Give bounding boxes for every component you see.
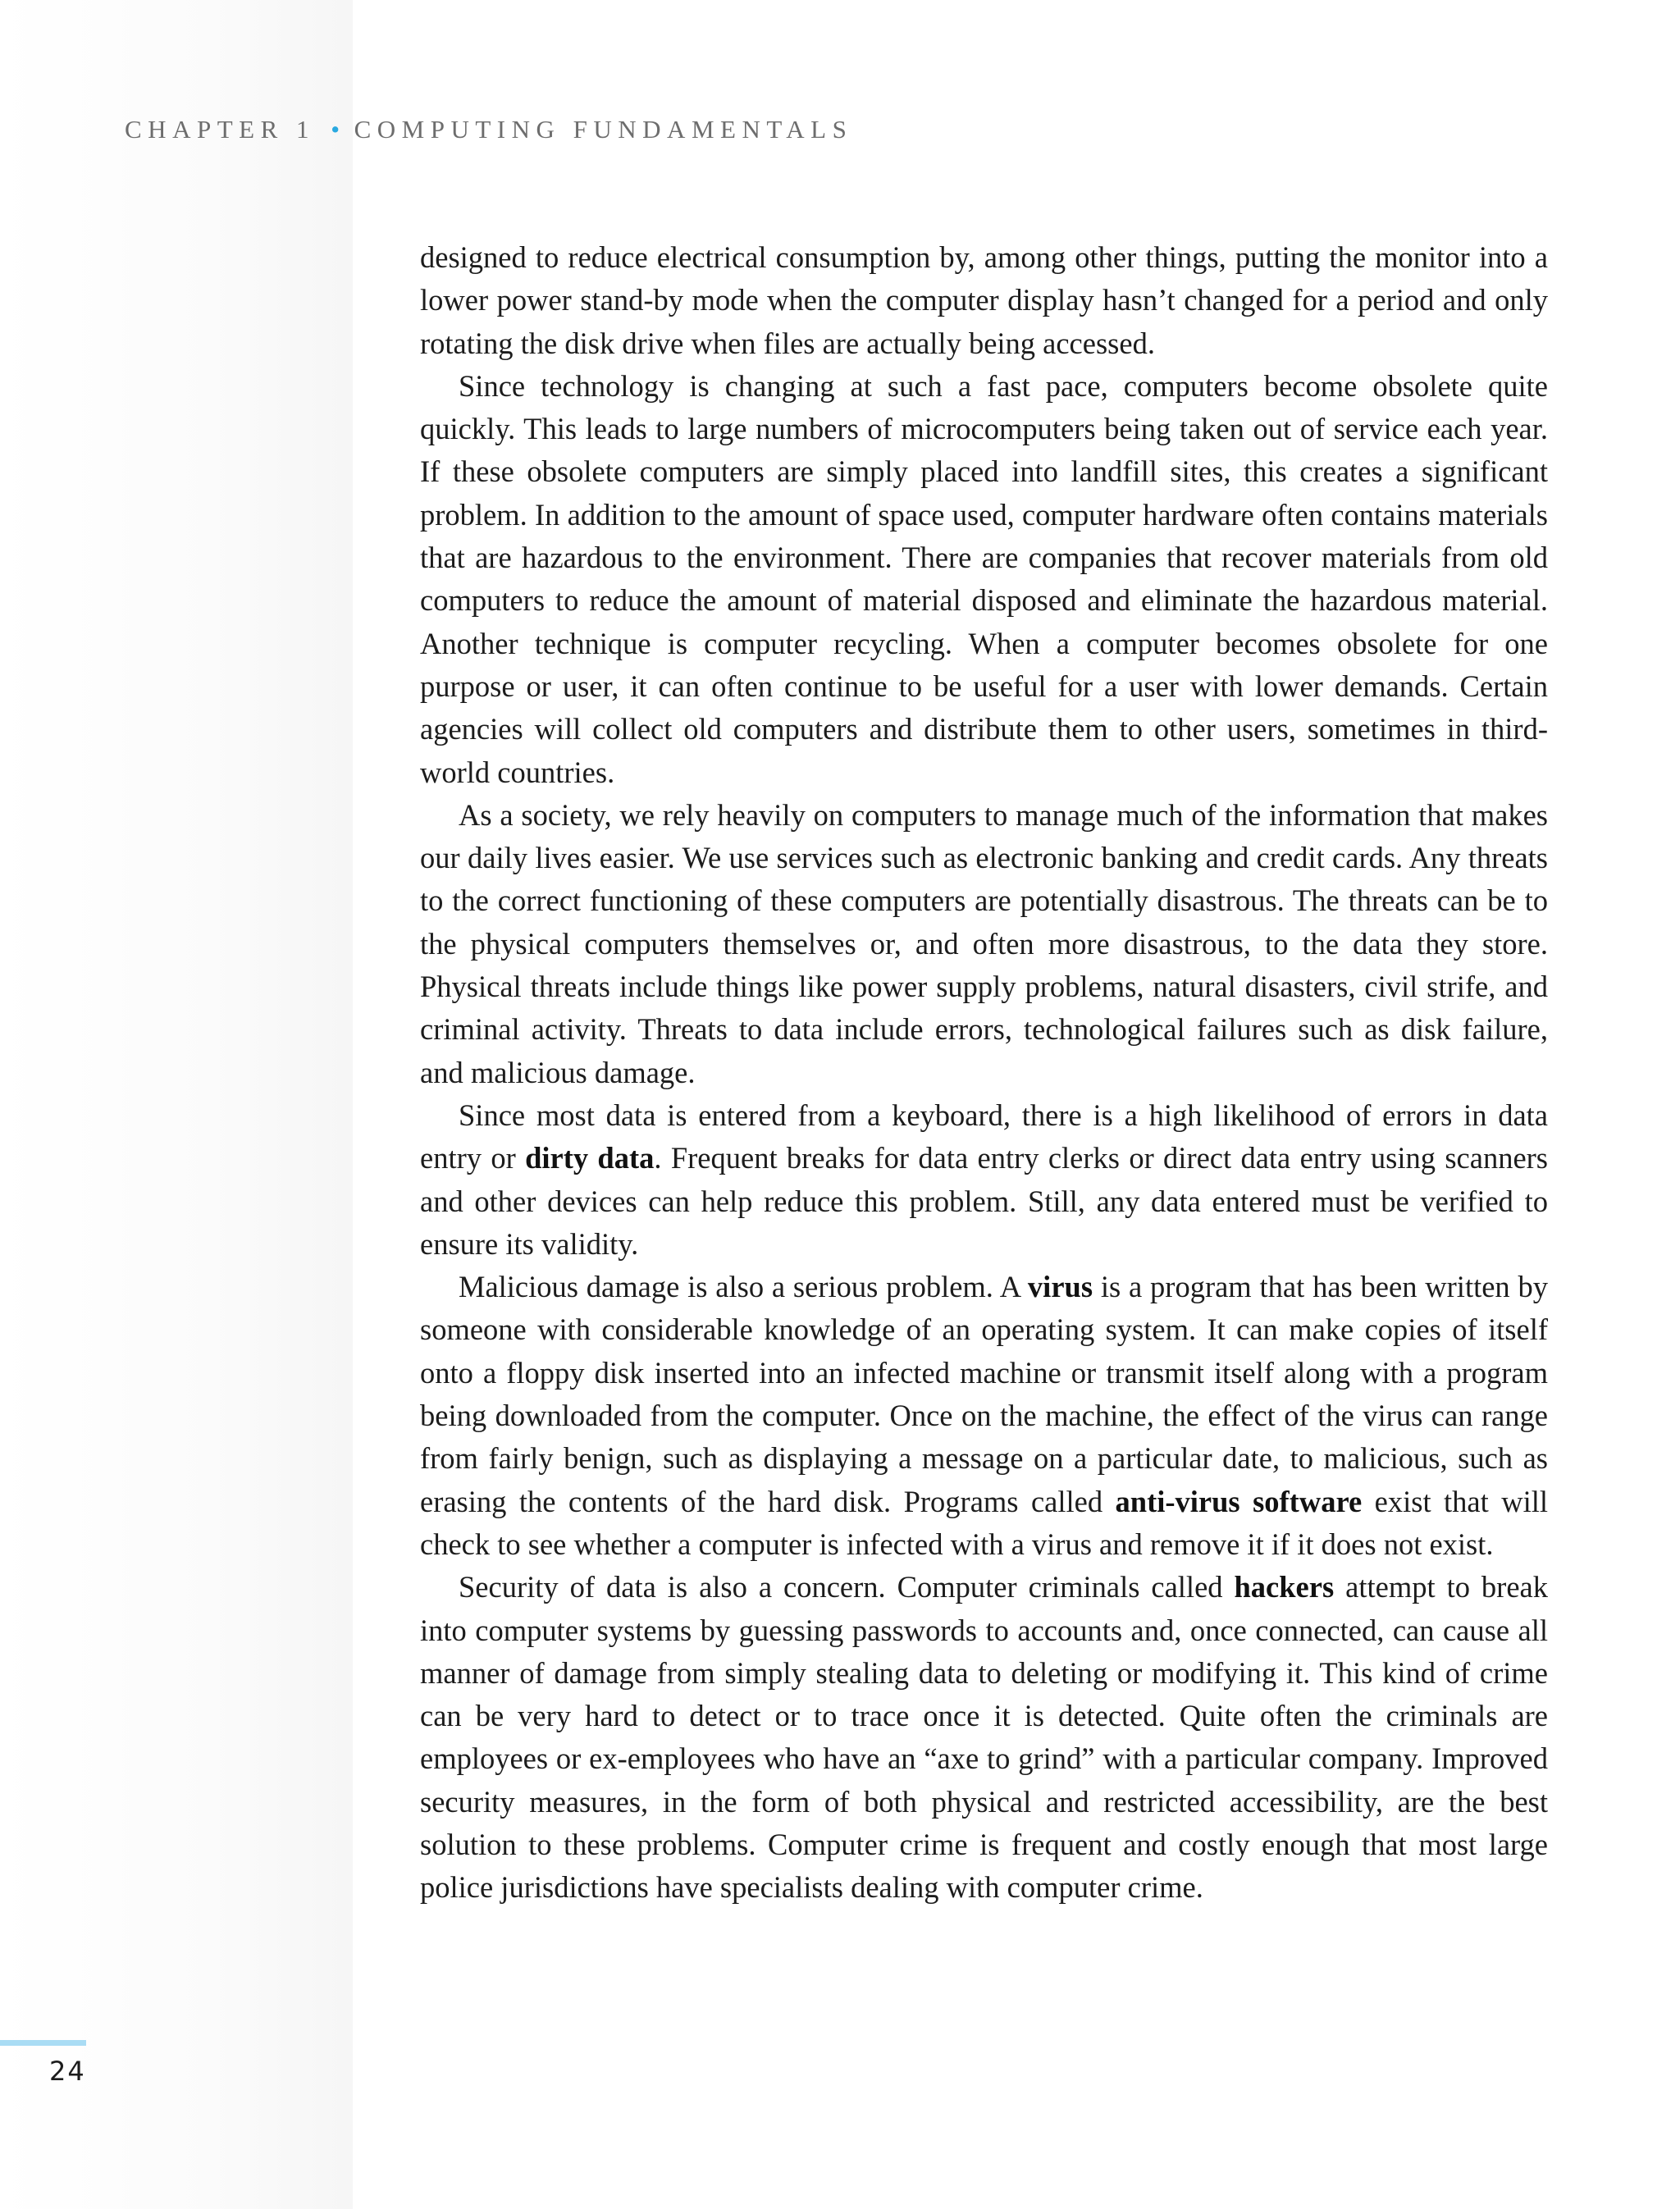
chapter-label: CHAPTER 1 [125, 115, 315, 144]
key-term: dirty data [525, 1141, 655, 1175]
margin-panel [0, 0, 353, 2209]
paragraph [420, 365, 1548, 794]
paragraph [420, 236, 1548, 365]
text-run: designed to reduce electrical consumption by, among other things, putting the monitor into a lower power stand-by mode when the computer display hasn’t changed for a period and only rotating the disk drive when files are actually being accessed. [420, 240, 1548, 360]
key-term: anti-virus software [1115, 1484, 1363, 1518]
text-run: exist that will check to see whether a computer is infected with a virus and remove it if it does not exist. [420, 1484, 1548, 1561]
paragraph [420, 1094, 1548, 1266]
text-run: Malicious damage is also a serious problem. A [459, 1270, 1028, 1304]
text-run: . Frequent breaks for data entry clerks or direct data entry using scanners and other devices can help reduce this problem. Still, any data entered must be verified to ensure its validity. [420, 1141, 1548, 1261]
text-run: Security of data is also a concern. Computer criminals called [459, 1570, 1235, 1604]
key-term: virus [1027, 1270, 1093, 1304]
text-run: attempt to break into computer systems by guessing passwords to accounts and, once connected, can cause all manner of damage from simply stealing data to deleting or modifying it. This kind of crime can be very hard to detect or to trace once it is detected. Quite often the criminals are employees or ex-employees who have an “axe to grind” with a particular company. Improved security measures, in the form of both physical and restricted accessibility, are the best solution to these problems. Computer crime is frequent and costly enough that most large police jurisdictions have specialists dealing with computer crime. [420, 1570, 1548, 1905]
text-run: is a program that has been written by someone with considerable knowledge of an operating system. It can make copies of itself onto a floppy disk inserted into an infected machine or transmit itself along with a program being downloaded from the computer. Once on the machine, the effect of the virus can range from fairly benign, such as displaying a message on a particular date, to malicious, such as erasing the contents of the hard disk. Programs called [420, 1270, 1548, 1518]
running-header [125, 115, 852, 144]
page-number: 24 [49, 2056, 86, 2087]
text-run: Since technology is changing at such a fast pace, computers become obsolete quite quickly. This leads to large numbers of microcomputers being taken out of service each year. If these obsolete computers are simply placed into landfill sites, this creates a significant problem. In addition to the amount of space used, computer hardware often contains materials that are hazardous to the environment. There are companies that recover materials from old computers to reduce the amount of material disposed and eliminate the hazardous material. Another technique is computer recycling. When a computer becomes obsolete for one purpose or user, it can often continue to be useful for a user with lower demands. Certain agencies will collect old computers and distribute them to other users, sometimes in third-world countries. [420, 368, 1548, 789]
header-bullet: • [331, 115, 346, 144]
paragraph [420, 1566, 1548, 1909]
paragraph [420, 794, 1548, 1094]
chapter-title: COMPUTING FUNDAMENTALS [354, 115, 853, 144]
body-text [420, 236, 1548, 1910]
text-run: As a society, we rely heavily on computers to manage much of the information that makes our daily lives easier. We use services such as electronic banking and credit cards. Any threats to the correct functioning of these computers are potentially disastrous. The threats can be to the physical computers themselves or, and often more disastrous, to the data they store. Physical threats include things like power supply problems, natural disasters, civil strife, and criminal activity. Threats to data include errors, technological failures such as disk failure, and malicious damage. [420, 797, 1548, 1089]
page-number-rule [0, 2040, 86, 2046]
paragraph [420, 1266, 1548, 1566]
key-term: hackers [1234, 1570, 1335, 1604]
text-run: Since most data is entered from a keyboard, there is a high likelihood of errors in data entry or [420, 1098, 1548, 1175]
